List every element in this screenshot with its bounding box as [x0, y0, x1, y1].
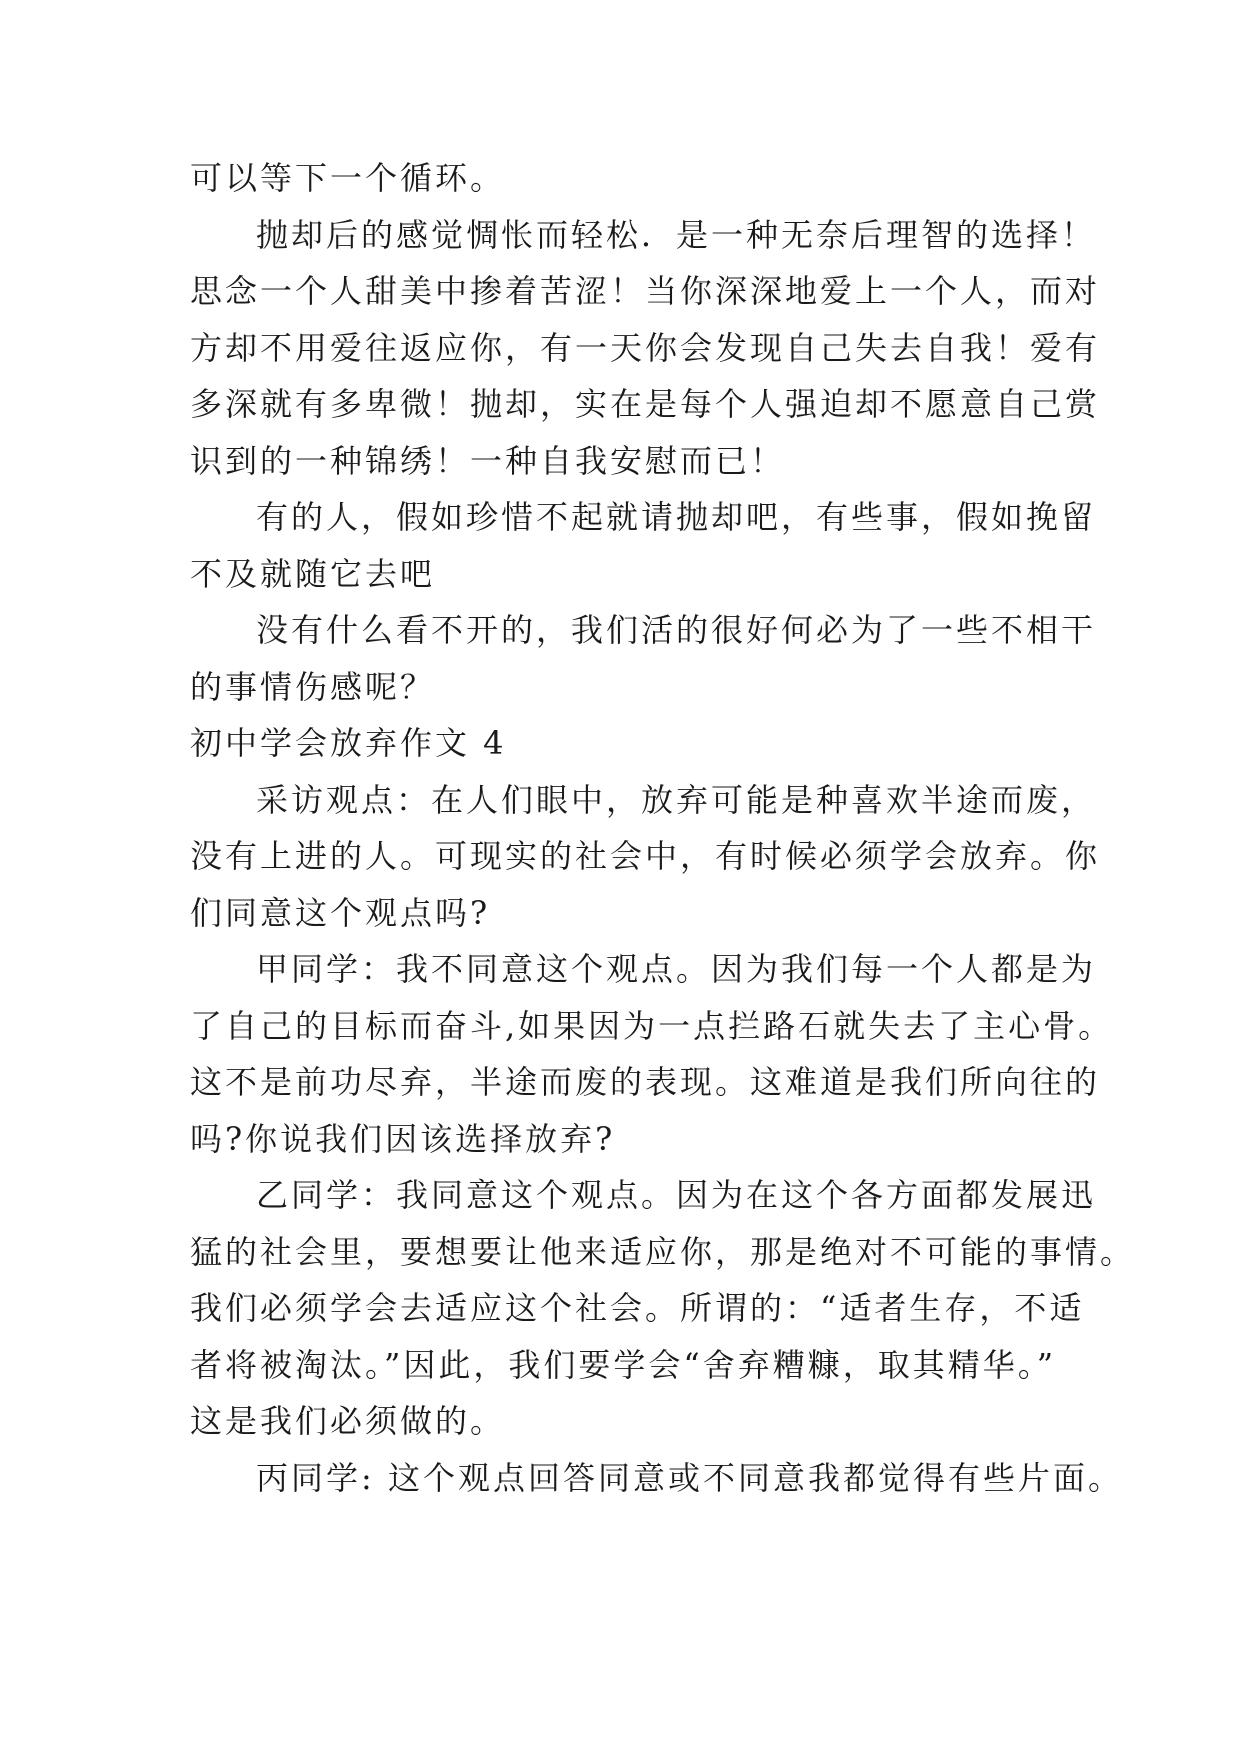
text-line: 甲同学：我不同意这个观点。因为我们每一个人都是为 [256, 950, 1097, 988]
text-line: 没有什么看不开的，我们活的很好何必为了一些不相干 [256, 611, 1097, 649]
text-line: 抛却后的感觉惆怅而轻松．是一种无奈后理智的选择！ [256, 215, 1097, 254]
text-line: 这是我们必须做的。 [190, 1402, 506, 1440]
section-heading: 初中学会放弃作文 4 [190, 724, 507, 762]
text-line: 这不是前功尽弃，半途而废的表现。这难道是我们所向往的 [190, 1063, 1101, 1101]
text-line: 乙同学：我同意这个观点。因为在这个各方面都发展迅 [256, 1176, 1097, 1214]
text-line: 我们必须学会去适应这个社会。所谓的：“适者生存，不适 [190, 1289, 1085, 1327]
text-line: 方却不用爱往返应你，有一天你会发现自己失去自我！爱有 [190, 328, 1101, 367]
text-line: 的事情伤感呢？ [190, 667, 436, 706]
text-line: 没有上进的人。可现实的社会中，有时候必须学会放弃。你 [190, 837, 1101, 875]
text-line: 思念一个人甜美中掺着苦涩！当你深深地爱上一个人，而对 [190, 272, 1101, 310]
text-line: 可以等下一个循环。 [190, 159, 506, 197]
text-line: 丙同学: 这个观点回答同意或不同意我都觉得有些片面。 [256, 1458, 1123, 1497]
text-line: 们同意这个观点吗? [190, 893, 491, 932]
text-line: 有的人，假如珍惜不起就请抛却吧，有些事，假如挽留 [256, 498, 1097, 536]
text-line: 猛的社会里，要想要让他来适应你，那是绝对不可能的事情。 [190, 1232, 1136, 1271]
text-line: 吗?你说我们因该选择放弃? [190, 1119, 616, 1158]
text-line: 者将被淘汰。”因此，我们要学会“舍弃糟糠，取其精华。” [190, 1345, 1057, 1384]
text-line: 不及就随它去吧 [190, 554, 436, 593]
text-line: 采访观点：在人们眼中，放弃可能是种喜欢半途而废， [256, 780, 1097, 819]
text-line: 了自己的目标而奋斗,如果因为一点拦路石就失去了主心骨。 [190, 1006, 1114, 1045]
text-line: 识到的一种锦绣！一种自我安慰而已！ [190, 441, 786, 480]
text-line: 多深就有多卑微！抛却，实在是每个人强迫却不愿意自己赏 [190, 385, 1101, 423]
